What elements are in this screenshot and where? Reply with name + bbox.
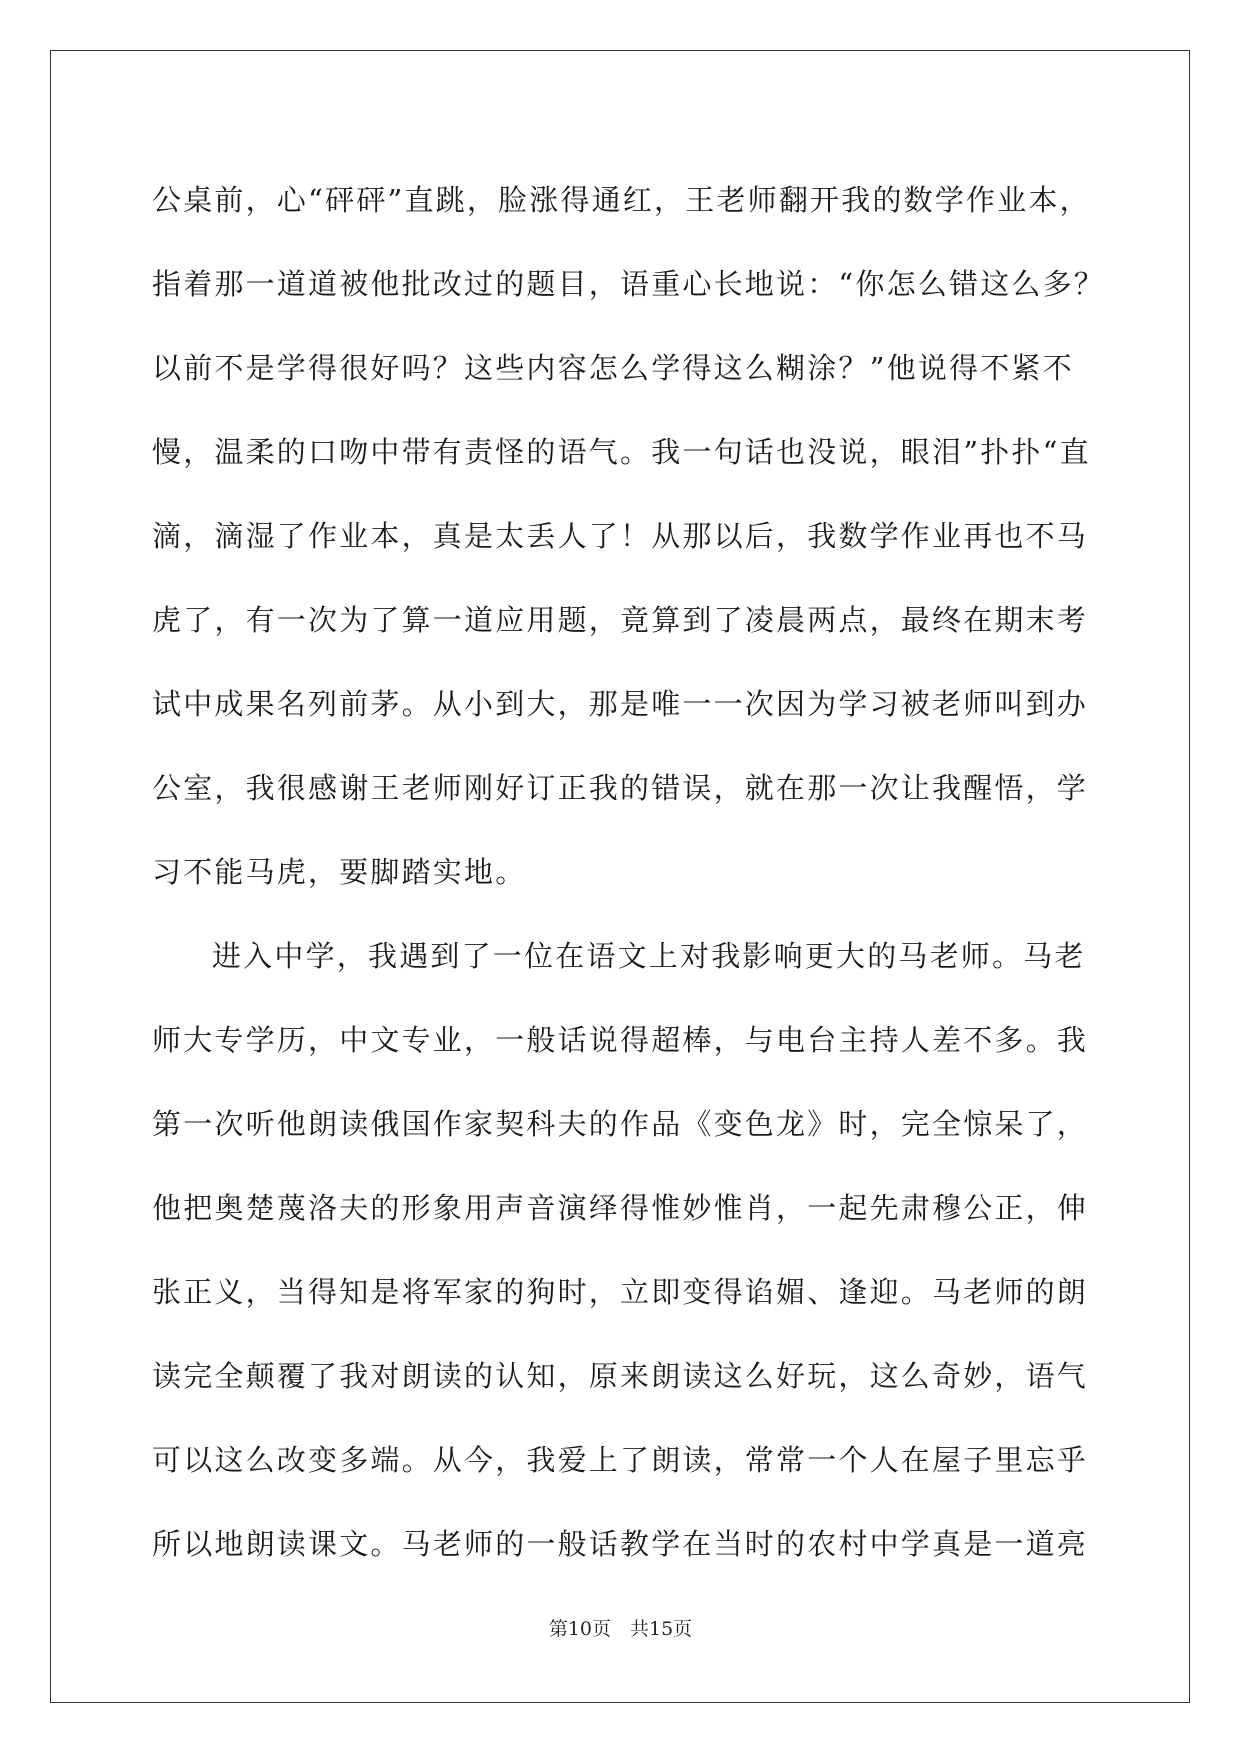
text-line: 他把奥楚蔑洛夫的形象用声音演绎得惟妙惟肖，一起先肃穆公正，伸: [152, 1191, 1089, 1225]
text-line: 师大专学历，中文专业，一般话说得超棒，与电台主持人差不多。我: [152, 1023, 1089, 1057]
text-line: 可以这么改变多端。从今，我爱上了朗读，常常一个人在屋子里忘乎: [152, 1443, 1089, 1477]
document-body: [152, 158, 1106, 1586]
text-line: 以前不是学得很好吗？这些内容怎么学得这么糊涂？”他说得不紧不: [152, 351, 1074, 385]
page-number-footer: 第10页 共15页: [548, 1618, 693, 1640]
text-line: 滴，滴湿了作业本，真是太丢人了！从那以后，我数学作业再也不马: [152, 519, 1089, 553]
text-line: 第一次听他朗读俄国作家契科夫的作品《变色龙》时，完全惊呆了，: [152, 1107, 1089, 1141]
text-line: 所以地朗读课文。马老师的一般话教学在当时的农村中学真是一道亮: [152, 1527, 1089, 1561]
text-line: 公桌前，心“砰砰”直跳，脸涨得通红，王老师翻开我的数学作业本，: [152, 183, 1091, 217]
text-line: 指着那一道道被他批改过的题目，语重心长地说：“你怎么错这么多？: [152, 267, 1106, 301]
text-line: 读完全颠覆了我对朗读的认知，原来朗读这么好玩，这么奇妙，语气: [152, 1359, 1089, 1393]
text-line: 公室，我很感谢王老师刚好订正我的错误，就在那一次让我醒悟，学: [152, 771, 1089, 805]
text-line: 张正义，当得知是将军家的狗时，立即变得谄媚、逢迎。马老师的朗: [152, 1275, 1089, 1309]
text-line: 习不能马虎，要脚踏实地。: [152, 855, 527, 889]
paragraph-start-line: 进入中学，我遇到了一位在语文上对我影响更大的马老师。马老: [212, 939, 1086, 973]
text-line: 试中成果名列前茅。从小到大，那是唯一一次因为学习被老师叫到办: [152, 687, 1089, 721]
text-line: 慢，温柔的口吻中带有责怪的语气。我一句话也没说，眼泪”扑扑“直: [152, 435, 1091, 469]
text-line: 虎了，有一次为了算一道应用题，竟算到了凌晨两点，最终在期末考: [152, 603, 1089, 637]
